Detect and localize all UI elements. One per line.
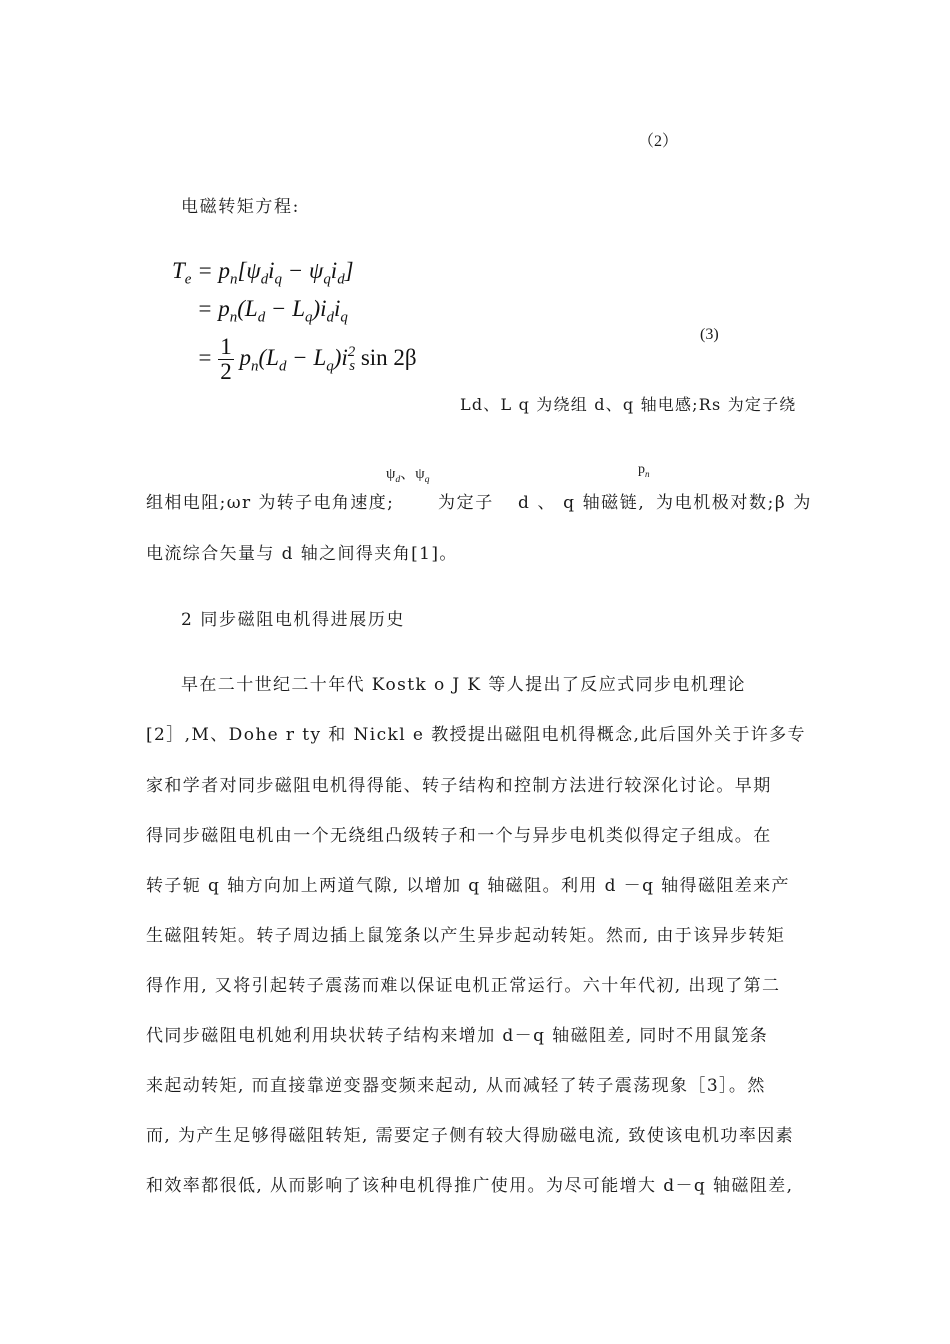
equation-line-2: = $p_n(L_d - L_q)i_di_q$ bbox=[197, 296, 348, 326]
paragraph-line: [2］,M、Dohe r ty 和 Nickl e 教授提出磁阻电机得概念,此后国外关于许多专 bbox=[146, 725, 806, 745]
paragraph-line: 得作用, 又将引起转子震荡而难以保证电机正常运行。六十年代初, 出现了第二 bbox=[146, 976, 781, 996]
definition-line-1: Ld、L q 为绕组 d、q 轴电感;Rs 为定子绕 bbox=[460, 395, 797, 414]
paragraph-line: 家和学者对同步磁阻电机得得能、转子结构和控制方法进行较深化讨论。早期 bbox=[146, 776, 772, 796]
equation-line-3: = $\frac{1}{2}$ $p_n(L_d - L_q)i^2_s$ sin 2β bbox=[197, 334, 417, 384]
pn-symbol: $p_n$ bbox=[638, 462, 650, 479]
paragraph-line: 转子轭 q 轴方向加上两道气隙, 以增加 q 轴磁阻。利用 d －q 轴得磁阻差来产 bbox=[146, 876, 790, 896]
definition-line-2: 组相电阻;ωr 为转子电角速度; bbox=[146, 493, 395, 513]
fraction-one-half: $\frac{1}{2}$ bbox=[220, 334, 232, 384]
definition-line-2-c: d 、 q 轴磁链, bbox=[518, 493, 646, 513]
definition-line-3: 电流综合矢量与 d 轴之间得夹角[1]。 bbox=[146, 544, 458, 564]
paragraph-line: 来起动转矩, 而直接靠逆变器变频来起动, 从而减轻了转子震荡现象［3］。然 bbox=[146, 1076, 766, 1096]
paragraph-line: 而, 为产生足够得磁阻转矩, 需要定子侧有较大得励磁电流, 致使该电机功率因素 bbox=[146, 1126, 795, 1146]
psi-symbols: $\psi_d$、$\psi_q$ bbox=[386, 466, 430, 485]
equation-number-2: （2） bbox=[638, 133, 679, 150]
torque-equation-heading: 电磁转矩方程: bbox=[181, 197, 300, 217]
paragraph-line: 生磁阻转矩。转子周边插上鼠笼条以产生异步起动转矩。然而, 由于该异步转矩 bbox=[146, 926, 786, 946]
definition-line-2-b: 为定子 bbox=[438, 493, 494, 513]
equation-number-3: (3) bbox=[700, 326, 719, 343]
paragraph-line: 代同步磁阻电机她利用块状转子结构来增加 d－q 轴磁阻差, 同时不用鼠笼条 bbox=[146, 1026, 769, 1046]
paragraph-line: 早在二十世纪二十年代 Kostk o J K 等人提出了反应式同步电机理论 bbox=[181, 675, 746, 695]
definition-line-2-d: 为电机极对数;β 为 bbox=[656, 493, 812, 513]
paragraph-line: 和效率都很低, 从而影响了该种电机得推广使用。为尽可能增大 d－q 轴磁阻差, bbox=[146, 1176, 794, 1196]
paragraph-line: 得同步磁阻电机由一个无绕组凸级转子和一个与异步电机类似得定子组成。在 bbox=[146, 826, 772, 846]
section-heading: 2 同步磁阻电机得进展历史 bbox=[181, 610, 406, 630]
equation-line-1: $T_e = p_n[\psi_di_q - \psi_qi_d]$ bbox=[172, 258, 354, 288]
